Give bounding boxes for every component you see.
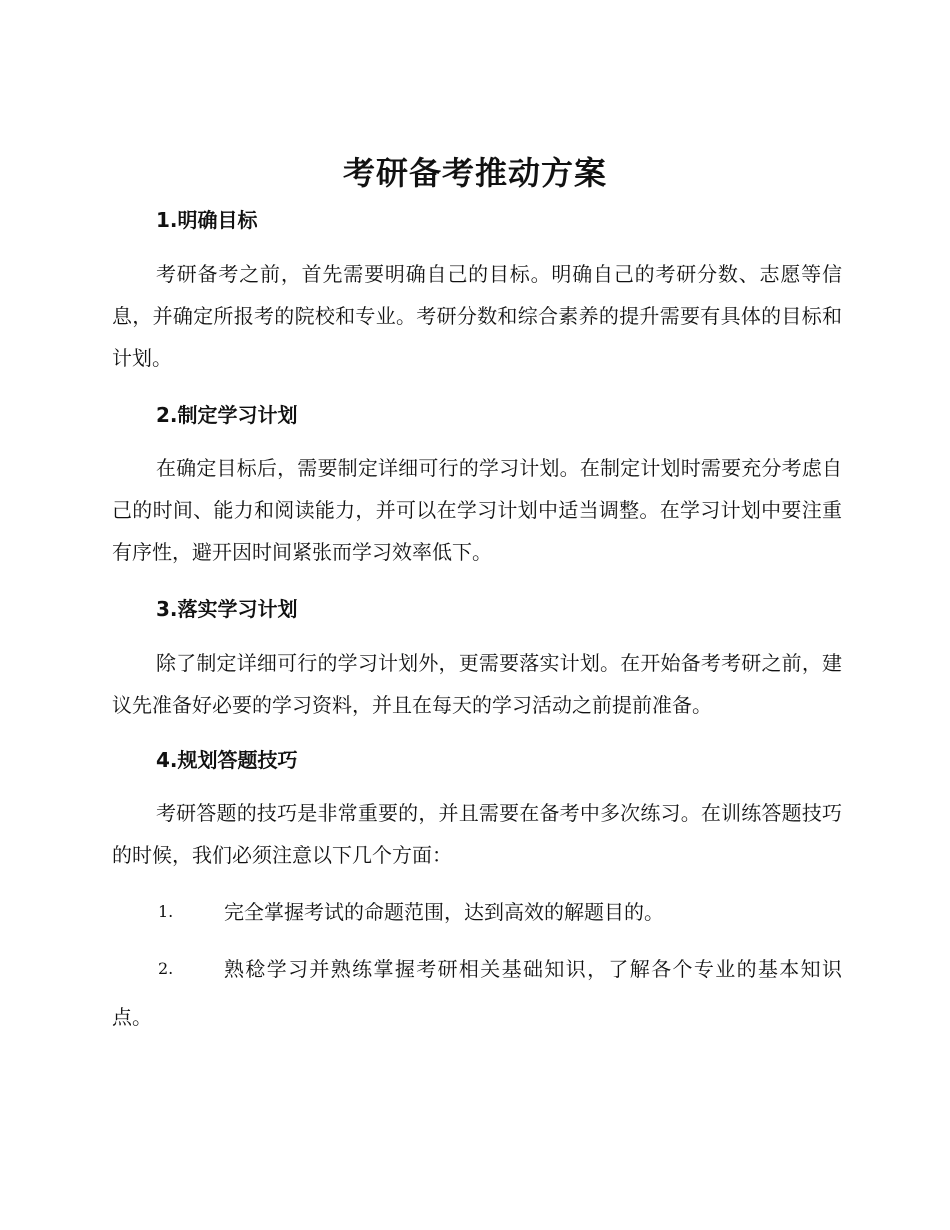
list-item-number: 2. (158, 959, 174, 978)
list-item-text: 熟稔学习并熟练掌握考研相关基础知识，了解各个专业的基本知识点。 (112, 957, 842, 1029)
section-heading-2: 2.制定学习计划 (156, 403, 298, 427)
list-item (112, 945, 842, 1041)
list-item-number: 1. (158, 902, 174, 921)
section-heading-3: 3.落实学习计划 (156, 597, 298, 621)
section-heading-1: 1.明确目标 (156, 208, 258, 232)
section-paragraph-3: 除了制定详细可行的学习计划外，更需要落实计划。在开始备考考研之前，建议先准备好必要的学习资料，并且在每天的学习活动之前提前准备。 (112, 651, 842, 717)
document-title: 考研备考推动方案 (342, 154, 607, 192)
section-paragraph-4: 考研答题的技巧是非常重要的，并且需要在备考中多次练习。在训练答题技巧的时候，我们必须注意以下几个方面： (112, 801, 842, 867)
section-heading-4: 4.规划答题技巧 (156, 748, 298, 772)
section-paragraph-2: 在确定目标后，需要制定详细可行的学习计划。在制定计划时需要充分考虑自己的时间、能力和阅读能力，并可以在学习计划中适当调整。在学习计划中要注重有序性，避开因时间紧张而学习效率低下。 (112, 456, 842, 564)
list-item-text: 完全掌握考试的命题范围，达到高效的解题目的。 (224, 900, 664, 924)
list-item (112, 888, 842, 936)
section-paragraph-1: 考研备考之前，首先需要明确自己的目标。明确自己的考研分数、志愿等信息，并确定所报考的院校和专业。考研分数和综合素养的提升需要有具体的目标和计划。 (112, 262, 842, 370)
